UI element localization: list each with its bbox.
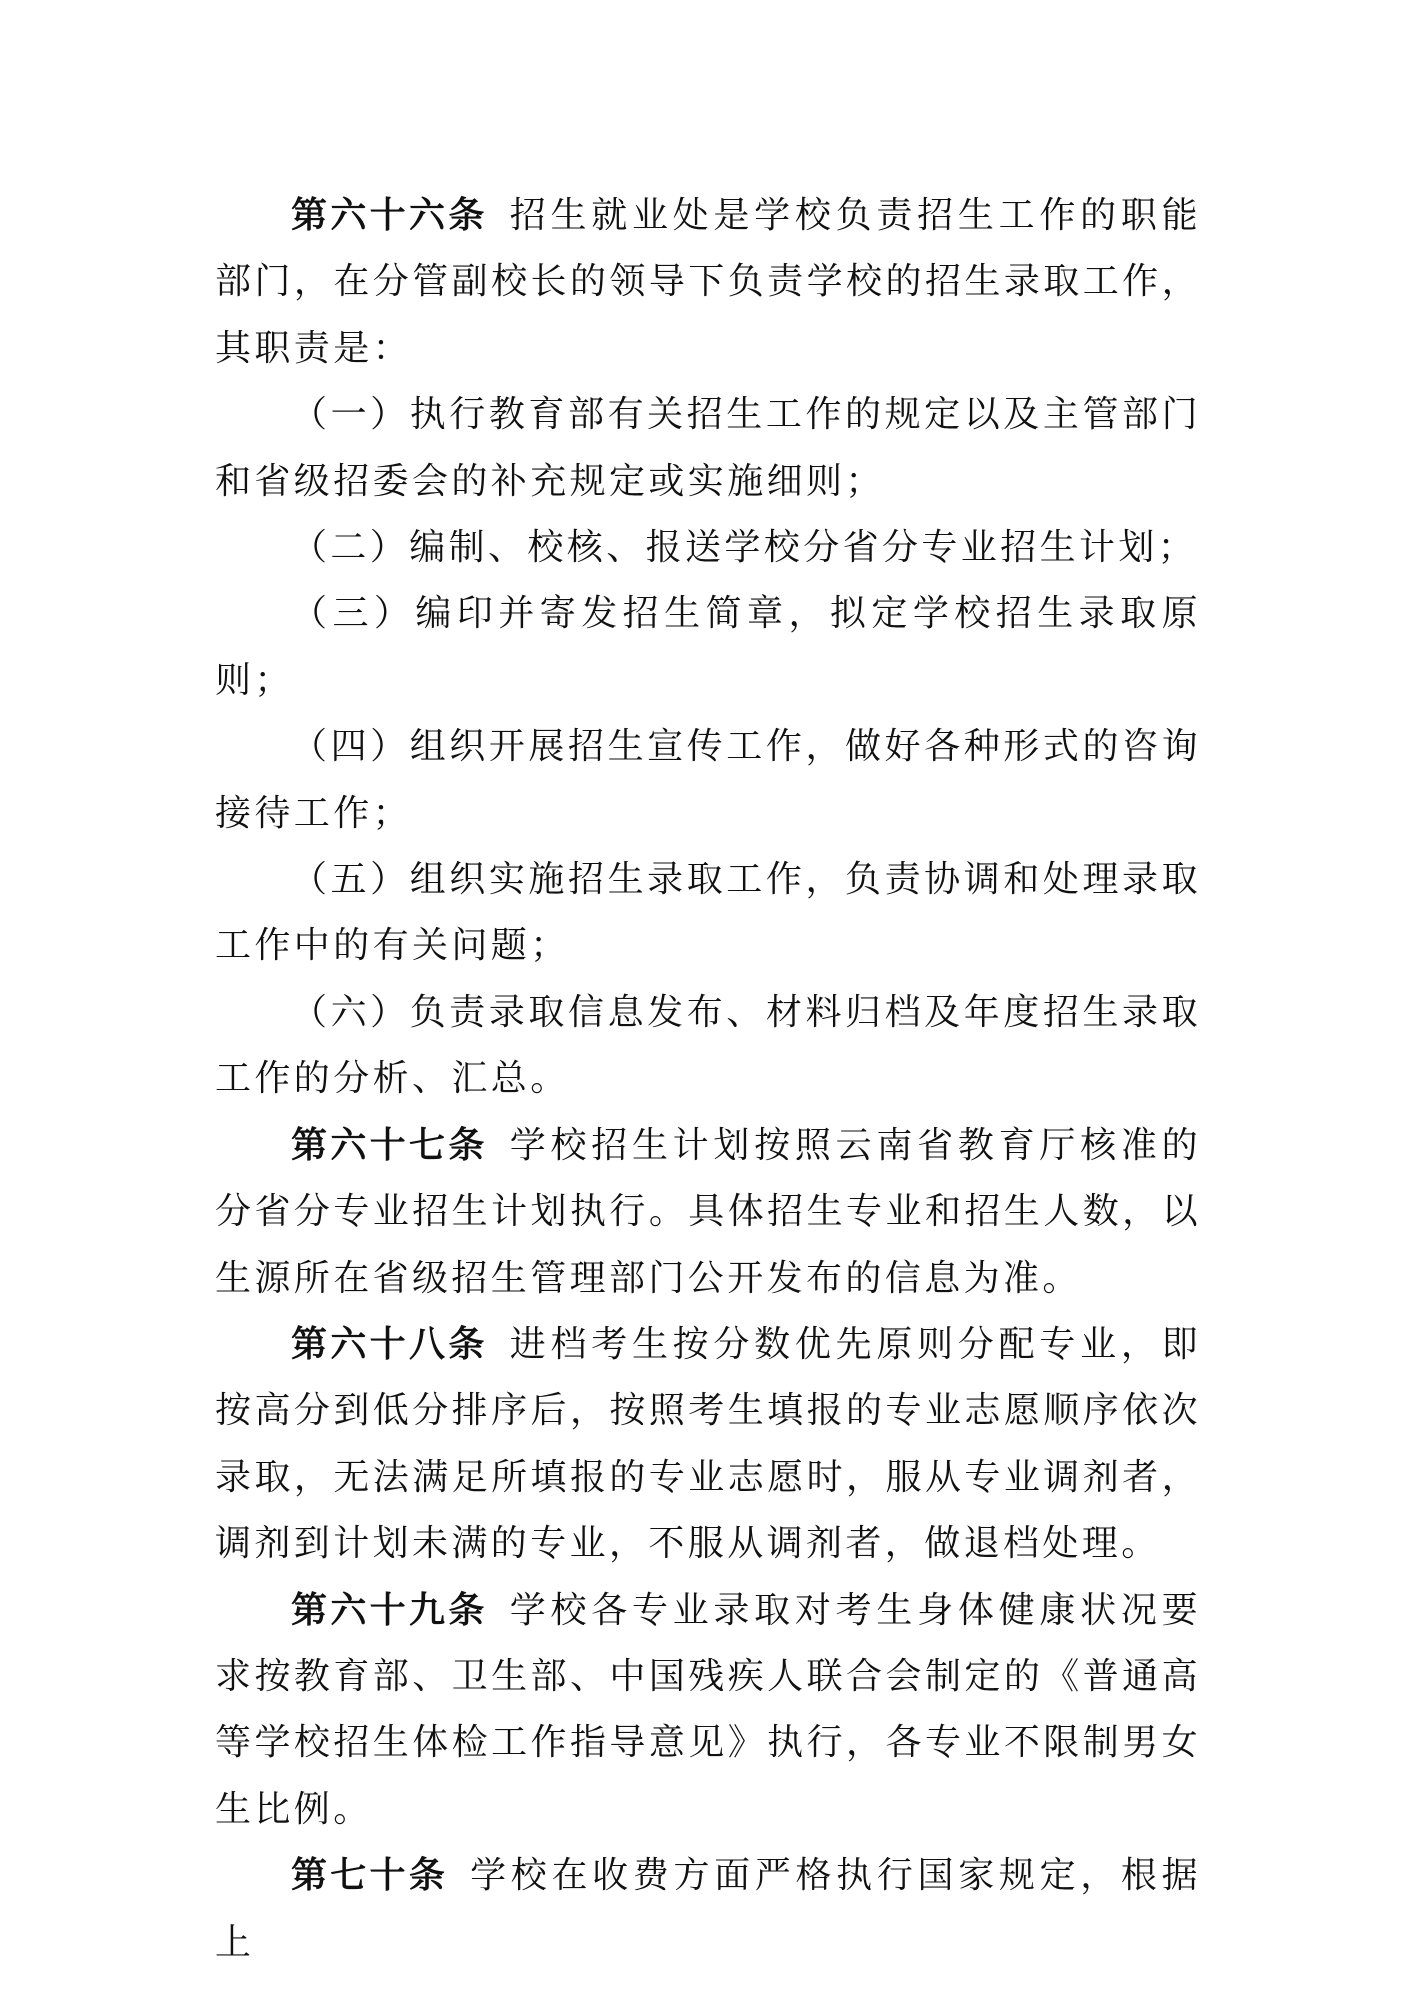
article-heading: 第六十八条	[291, 1323, 488, 1365]
duty-item-5	[215, 847, 1201, 980]
duty-item-1	[215, 382, 1201, 515]
duty-item-6	[215, 980, 1201, 1113]
article-69-paragraph	[215, 1578, 1201, 1844]
article-68-paragraph	[215, 1312, 1201, 1578]
paragraph-text: （二）编制、校核、报送学校分省分专业招生计划；	[291, 527, 1198, 569]
paragraph-text: 进档考生按分数优先原则分配专业，即按高分到低分排序后，按照考生填报的专业志愿顺序依次录取，无法满足所填报的专业志愿时，服从专业调剂者，调剂到计划未满的专业，不服从调剂者，做退档处理。	[215, 1323, 1201, 1565]
document-body	[215, 183, 1201, 1976]
article-heading: 第六十七条	[291, 1124, 488, 1166]
paragraph-text: （四）组织开展招生宣传工作，做好各种形式的咨询接待工作；	[215, 726, 1201, 834]
article-heading: 第六十六条	[291, 195, 488, 236]
paragraph-text: （五）组织实施招生录取工作，负责协调和处理录取工作中的有关问题；	[215, 859, 1201, 967]
paragraph-text: 招生就业处是学校负责招生工作的职能部门，在分管副校长的领导下负责学校的招生录取工作，其职责是：	[215, 195, 1201, 369]
article-66-paragraph	[215, 183, 1201, 382]
paragraph-text: （六）负责录取信息发布、材料归档及年度招生录取工作的分析、汇总。	[215, 991, 1201, 1100]
paragraph-text: 学校在收费方面严格执行国家规定，根据上	[215, 1855, 1201, 1963]
article-heading: 第七十条	[291, 1855, 449, 1897]
paragraph-text: （三）编印并寄发招生简章，拟定学校招生录取原则；	[215, 593, 1201, 701]
article-67-paragraph	[215, 1113, 1201, 1312]
paragraph-text: （一）执行教育部有关招生工作的规定以及主管部门和省级招委会的补充规定或实施细则；	[215, 394, 1201, 502]
paragraph-text: 学校各专业录取对考生身体健康状况要求按教育部、卫生部、中国残疾人联合会制定的《普通高等学校招生体检工作指导意见》执行，各专业不限制男女生比例。	[215, 1589, 1201, 1830]
duty-item-3	[215, 581, 1201, 714]
article-heading: 第六十九条	[291, 1589, 488, 1631]
duty-item-4	[215, 714, 1201, 847]
paragraph-text: 学校招生计划按照云南省教育厅核准的分省分专业招生计划执行。具体招生专业和招生人数，以生源所在省级招生管理部门公开发布的信息为准。	[215, 1124, 1201, 1299]
duty-item-2	[215, 515, 1201, 581]
article-70-paragraph	[215, 1843, 1201, 1976]
